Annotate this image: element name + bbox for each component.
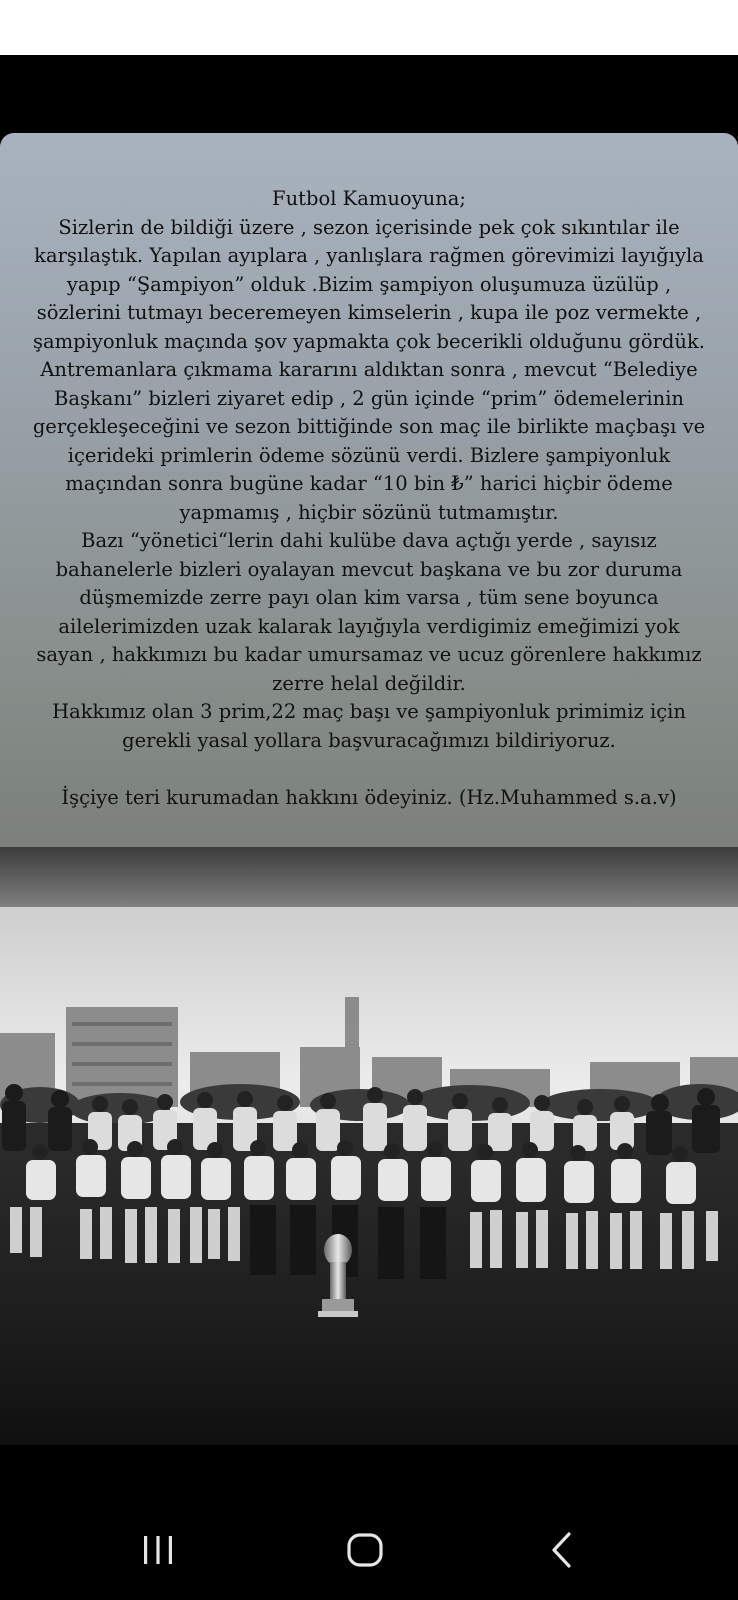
statement-line: sözlerini tutmayı beceremeyen kimselerin , kupa ile poz vermekte , — [36, 301, 702, 324]
paragraph-gap — [10, 755, 728, 784]
statement-line: Başkanı” bizleri ziyaret edip , 2 gün içinde “prim” ödemelerinin — [53, 386, 684, 410]
closing-quote: İşçiye teri kurumadan hakkını ödeyiniz. (Hz.Muhammed s.a.v) — [61, 785, 677, 809]
statement-line: ailelerimizden uzak kalarak layığıyla verdigimiz emeğimizi yok — [58, 614, 680, 638]
statement-line: Sizlerin de bildiği üzere , sezon içerisinde pek çok sıkıntılar ile — [58, 215, 680, 239]
statement-title: Futbol Kamuoyuna; — [272, 187, 466, 210]
statement-line: Bazı “yönetici“lerin dahi kulübe dava açtığı yerde , sayısız — [81, 529, 657, 552]
home-icon — [345, 1532, 385, 1568]
statement-line: bahanelerle bizleri oyalayan mevcut başkana ve bu zor duruma — [55, 557, 683, 581]
statement-text — [10, 185, 728, 812]
story-image — [0, 133, 738, 1445]
navigation-bar — [0, 1500, 738, 1600]
statement-line: gerekli yasal yollara başvuracağımızı bildiriyoruz. — [122, 728, 616, 752]
status-bar — [0, 0, 738, 55]
statement-panel — [0, 133, 738, 847]
statement-line: Antremanlara çıkmama kararını aldıktan sonra , mevcut “Belediye — [40, 358, 698, 381]
statement-line: maçından sonra bugüne kadar “10 bin ₺” harici hiçbir ödeme — [65, 472, 673, 495]
statement-line: sayan , hakkımızı bu kadar umursamaz ve ucuz görenlere hakkımız — [36, 643, 702, 666]
home-button[interactable] — [325, 1520, 405, 1580]
statement-line: zerre helal değildir. — [272, 671, 466, 695]
recent-apps-button[interactable] — [118, 1520, 198, 1580]
statement-line: gerçekleşeceğini ve sezon bittiğinde son maç ile birlikte maçbaşı ve — [32, 415, 706, 438]
back-icon — [549, 1531, 575, 1569]
statement-line: şampiyonluk maçında şov yapmakta çok becerikli olduğunu gördük. — [33, 329, 705, 353]
statement-line: karşılaştık. Yapılan ayıplara , yanlışlara rağmen görevimizi layığıyla — [34, 244, 704, 267]
top-spacer — [0, 55, 738, 135]
statement-line: yapıp “Şampiyon” olduk .Bizim şampiyon oluşumuza üzülüp , — [66, 272, 672, 296]
team-photo — [0, 847, 738, 1445]
recent-apps-icon — [141, 1534, 175, 1566]
statement-line: yapmamış , hiçbir sözünü tutmamıştır. — [179, 500, 559, 524]
statement-line: Hakkımız olan 3 prim,22 maç başı ve şampiyonluk primimiz için — [52, 700, 686, 723]
statement-line: düşmemizde zerre payı olan kim varsa , tüm sene boyunca — [79, 586, 659, 609]
back-button[interactable] — [522, 1520, 602, 1580]
statement-line: içerideki primlerin ödeme sözünü verdi. Bizlere şampiyonluk — [67, 443, 671, 467]
team-photo-graphic — [0, 847, 738, 1445]
